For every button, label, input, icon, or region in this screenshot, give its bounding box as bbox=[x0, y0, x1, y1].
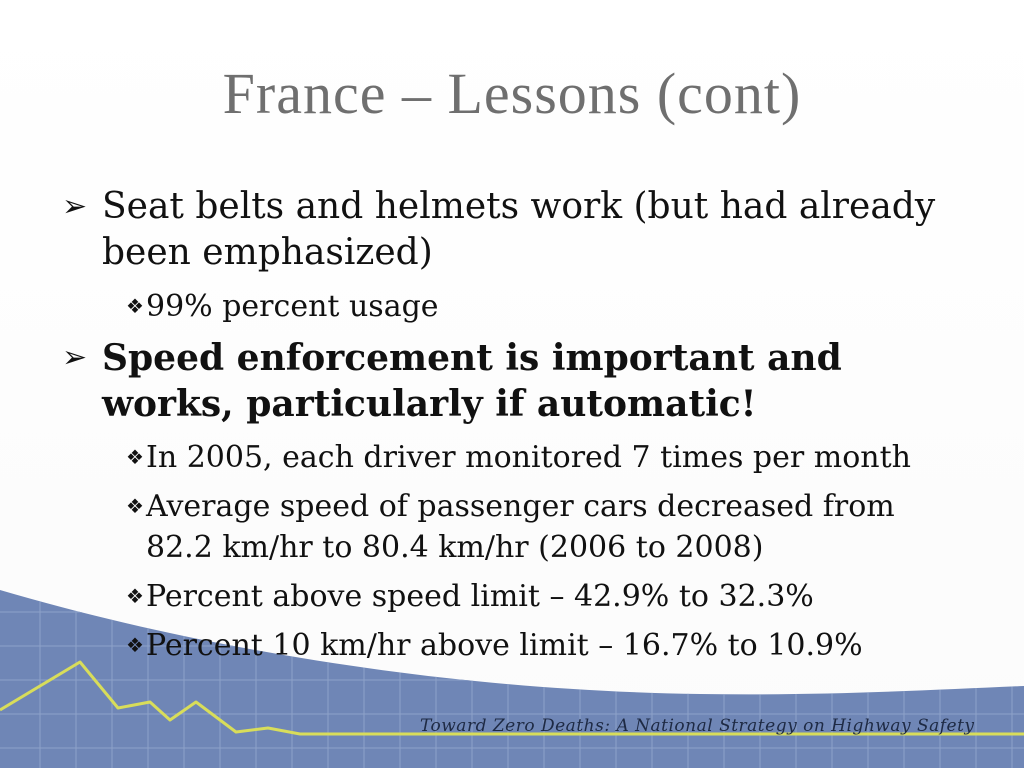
subbullet-item bbox=[126, 576, 962, 617]
subbullet-item bbox=[126, 486, 962, 568]
bullet-item bbox=[62, 184, 962, 276]
slide-title: France – Lessons (cont) bbox=[222, 61, 802, 126]
four-diamond-bullet-icon: ❖ bbox=[126, 294, 144, 318]
subbullet-item bbox=[126, 437, 962, 478]
four-diamond-bullet-icon: ❖ bbox=[126, 445, 144, 469]
subbullet-item bbox=[126, 286, 962, 327]
four-diamond-bullet-icon: ❖ bbox=[126, 633, 144, 657]
subbullet-text: Percent above speed limit – 42.9% to 32.3% bbox=[146, 579, 814, 614]
bullet-text: Speed enforcement is important and works, particularly if automatic! bbox=[102, 337, 842, 425]
bullet-list bbox=[62, 184, 962, 674]
bullet-text: Seat belts and helmets work (but had already been emphasized) bbox=[102, 186, 936, 273]
subbullet-text: Percent 10 km/hr above limit – 16.7% to 10.9% bbox=[146, 628, 863, 663]
arrowhead-bullet-icon: ➢ bbox=[62, 340, 88, 375]
footer-tagline: Toward Zero Deaths: A National Strategy on Highway Safety bbox=[420, 716, 975, 736]
arrowhead-bullet-icon: ➢ bbox=[62, 189, 88, 224]
bullet-item-emphasized bbox=[62, 335, 962, 427]
subbullet-text: 99% percent usage bbox=[146, 289, 439, 324]
four-diamond-bullet-icon: ❖ bbox=[126, 584, 144, 608]
four-diamond-bullet-icon: ❖ bbox=[126, 494, 144, 518]
subbullet-item bbox=[126, 625, 962, 666]
subbullet-text: Average speed of passenger cars decreased from 82.2 km/hr to 80.4 km/hr (2006 to 2008) bbox=[146, 489, 895, 565]
subbullet-text: In 2005, each driver monitored 7 times per month bbox=[146, 440, 911, 475]
